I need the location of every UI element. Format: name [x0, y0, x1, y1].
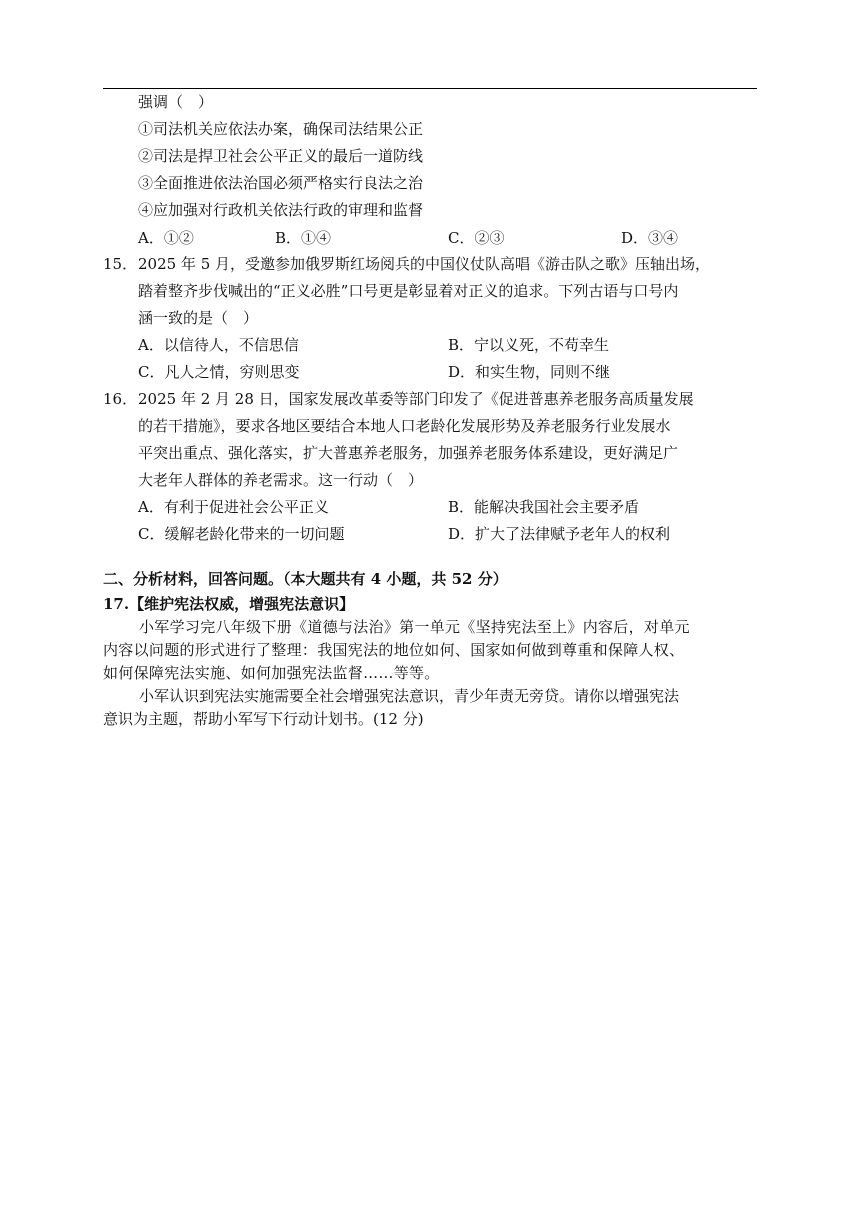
q17-para2-line-2: 意识为主题，帮助小军写下行动计划书。(12 分) [103, 710, 424, 728]
q14-option-b: B．①④ [275, 229, 332, 247]
q15-option-c: C．凡人之情，穷则思变 [138, 363, 300, 381]
q16-option-a: A．有利于促进社会公平正义 [138, 498, 329, 516]
q14-item-3: ③全面推进依法治国必须严格实行良法之治 [138, 174, 424, 192]
q17-para1-line-1: 小军学习完八年级下册《道德与法治》第一单元《坚持宪法至上》内容后，对单元 [139, 618, 690, 636]
q16-number: 16． [103, 390, 138, 408]
q15-option-b: B．宁以义死，不苟幸生 [448, 336, 610, 354]
q17-para1-line-3: 如何保障宪法实施、如何加强宪法监督……等等。 [103, 664, 440, 682]
q17-para1-line-2: 内容以问题的形式进行了整理：我国宪法的地位如何、国家如何做到尊重和保障人权、 [103, 641, 685, 659]
q16-line-2: 的若干措施》，要求各地区要结合本地人口老龄化发展形势及养老服务行业发展水 [138, 417, 671, 435]
q16-option-c: C．缓解老龄化带来的一切问题 [138, 525, 345, 543]
section-heading: 二、分析材料，回答问题。（本大题共有 4 小题，共 52 分） [103, 570, 508, 588]
q15-number: 15． [103, 255, 138, 273]
q14-item-4: ④应加强对行政机关依法行政的审理和监督 [138, 201, 424, 219]
q17-para2-line-1: 小军认识到宪法实施需要全社会增强宪法意识，青少年责无旁贷。请你以增强宪法 [139, 687, 680, 705]
q16-option-d: D．扩大了法律赋予老年人的权利 [448, 525, 671, 543]
q16-line-4: 大老年人群体的养老需求。这一行动（ ） [138, 471, 424, 489]
q14-option-d: D．③④ [621, 229, 679, 247]
q14-item-2: ②司法是捍卫社会公平正义的最后一道防线 [138, 147, 424, 165]
q15-option-a: A．以信待人，不信思信 [138, 336, 299, 354]
q14-item-1: ①司法机关应依法办案，确保司法结果公正 [138, 120, 424, 138]
header-rule [103, 88, 757, 89]
q16-line-1: 2025 年 2 月 28 日，国家发展改革委等部门印发了《促进普惠养老服务高质量发展 [138, 390, 694, 408]
q14-option-c: C．②③ [448, 229, 505, 247]
q14-option-a: A．①② [138, 229, 194, 247]
q17-title: 17.【维护宪法权威，增强宪法意识】 [103, 595, 355, 613]
q15-option-d: D．和实生物，同则不继 [448, 363, 611, 381]
q16-option-b: B．能解决我国社会主要矛盾 [448, 498, 640, 516]
q15-line-1: 2025 年 5 月，受邀参加俄罗斯红场阅兵的中国仪仗队高唱《游击队之歌》压轴出场， [138, 255, 711, 273]
q15-line-3: 涵一致的是（ ） [138, 309, 259, 327]
q15-line-2: 踏着整齐步伐喊出的“正义必胜”口号更是彰显着对正义的追求。下列古语与口号内 [138, 282, 679, 300]
q14-stem-end: 强调（ ） [138, 93, 214, 111]
q16-line-3: 平突出重点、强化落实，扩大普惠养老服务，加强养老服务体系建设，更好满足广 [138, 444, 679, 462]
